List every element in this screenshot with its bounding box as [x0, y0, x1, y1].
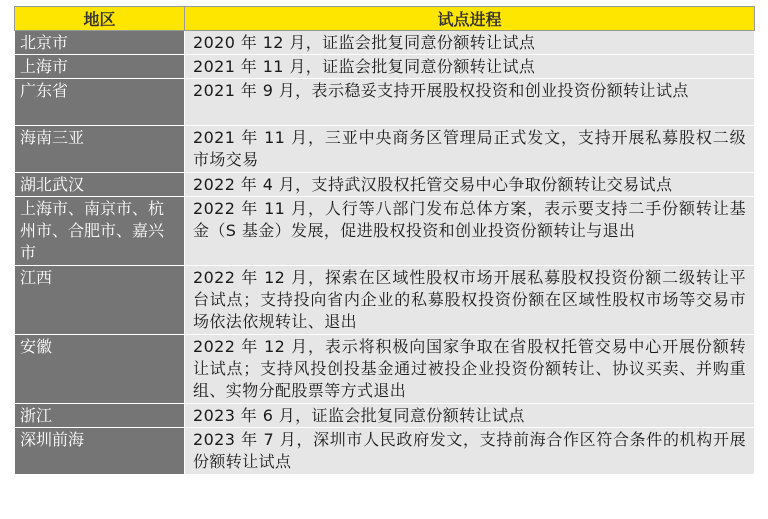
- region-cell: 海南三亚: [15, 126, 185, 173]
- table-row: [15, 404, 755, 428]
- progress-cell: 2023 年 7 月，深圳市人民政府发文，支持前海合作区符合条件的机构开展份额转让试点: [185, 428, 755, 475]
- pilot-table-container: [14, 6, 754, 475]
- table-row: [15, 197, 755, 266]
- table-row: [15, 31, 755, 55]
- progress-cell: 2021 年 9 月，表示稳妥支持开展股权投资和创业投资份额转让试点: [185, 79, 755, 126]
- table-header-row: [15, 7, 755, 31]
- table-row: [15, 126, 755, 173]
- region-cell: 上海市、南京市、杭州市、合肥市、嘉兴市: [15, 197, 185, 266]
- progress-cell: 2022 年 12 月，探索在区域性股权市场开展私募股权投资份额二级转让平台试点；支持投向省内企业的私募股权投资份额在区域性股权市场等交易市场依法依规转让、退出: [185, 266, 755, 335]
- table-row: [15, 79, 755, 126]
- progress-cell: 2022 年 4 月，支持武汉股权托管交易中心争取份额转让交易试点: [185, 173, 755, 197]
- pilot-progress-table: [14, 6, 755, 475]
- region-cell: 上海市: [15, 55, 185, 79]
- region-cell: 深圳前海: [15, 428, 185, 475]
- progress-cell: 2023 年 6 月，证监会批复同意份额转让试点: [185, 404, 755, 428]
- header-region: 地区: [15, 7, 185, 31]
- progress-cell: 2020 年 12 月，证监会批复同意份额转让试点: [185, 31, 755, 55]
- table-row: [15, 173, 755, 197]
- table-row: [15, 55, 755, 79]
- region-cell: 浙江: [15, 404, 185, 428]
- header-progress: 试点进程: [185, 7, 755, 31]
- region-cell: 湖北武汉: [15, 173, 185, 197]
- table-row: [15, 335, 755, 404]
- region-cell: 北京市: [15, 31, 185, 55]
- table-row: [15, 266, 755, 335]
- progress-cell: 2021 年 11 月，证监会批复同意份额转让试点: [185, 55, 755, 79]
- region-cell: 江西: [15, 266, 185, 335]
- progress-cell: 2022 年 12 月，表示将积极向国家争取在省股权托管交易中心开展份额转让试点；支持风投创投基金通过被投企业投资份额转让、协议买卖、并购重组、实物分配股票等方式退出: [185, 335, 755, 404]
- progress-cell: 2021 年 11 月，三亚中央商务区管理局正式发文，支持开展私募股权二级市场交易: [185, 126, 755, 173]
- region-cell: 安徽: [15, 335, 185, 404]
- region-cell: 广东省: [15, 79, 185, 126]
- progress-cell: 2022 年 11 月，人行等八部门发布总体方案，表示要支持二手份额转让基金（S 基金）发展，促进股权投资和创业投资份额转让与退出: [185, 197, 755, 266]
- table-row: [15, 428, 755, 475]
